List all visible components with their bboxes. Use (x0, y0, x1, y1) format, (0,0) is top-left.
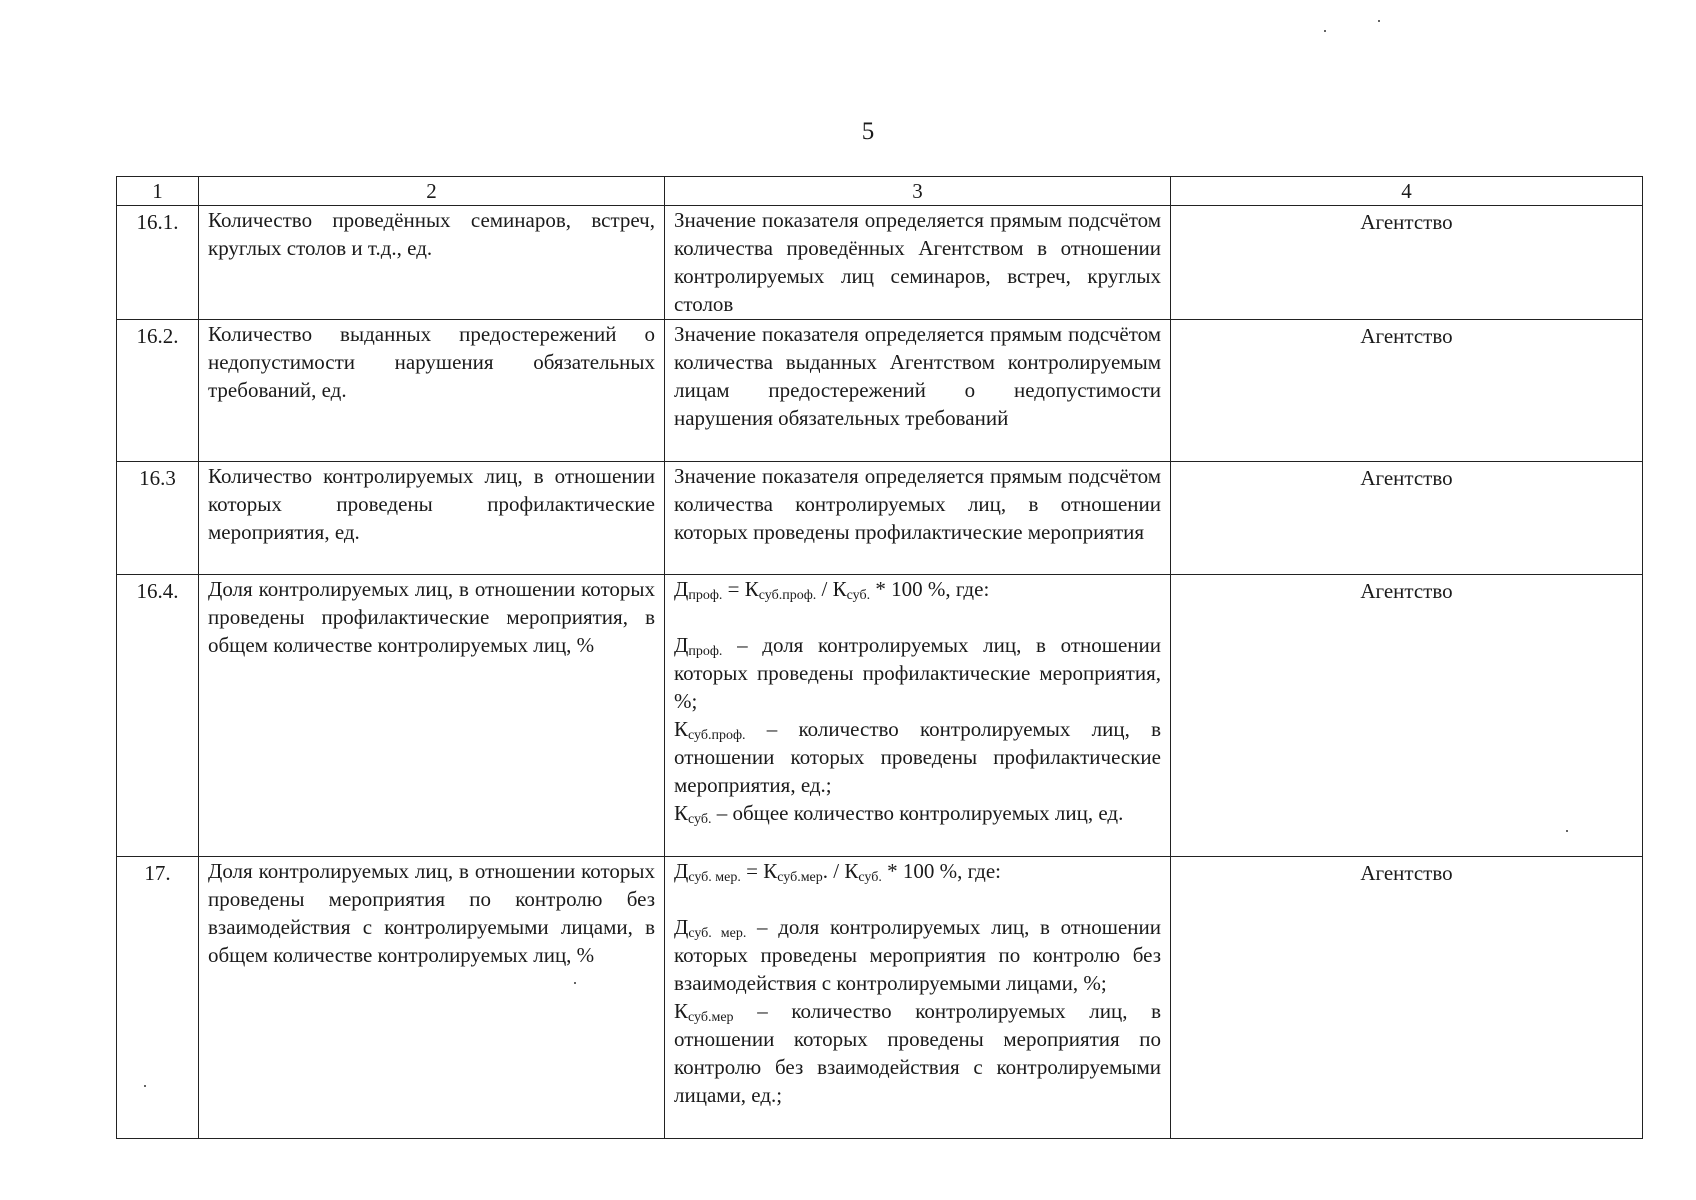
responsible-body: Агентство (1171, 320, 1643, 462)
responsible-body: Агентство (1171, 462, 1643, 575)
responsible-body: Агентство (1171, 857, 1643, 1139)
scan-speck (144, 1085, 146, 1087)
calculation-method: Значение показателя определяется прямым подсчётом количества проведённых Агентством в отношении контролируемых лиц семинаров, встреч, круглых столов (665, 206, 1171, 320)
formula-definition: $К_{суб.проф.}$ – количество контролируемых лиц, в отношении которых проведены профилактические мероприятия, ед.; (674, 717, 1161, 797)
responsible-body: Агентство (1171, 575, 1643, 857)
row-number: 16.2. (117, 320, 199, 462)
calculation-method (665, 857, 1171, 1139)
indicator-name: Доля контролируемых лиц, в отношении которых проведены профилактические мероприятия, в общем количестве контролируемых лиц, % (199, 575, 665, 857)
indicator-name: Количество контролируемых лиц, в отношении которых проведены профилактические мероприятия, ед. (199, 462, 665, 575)
indicators-table (116, 176, 1643, 1139)
formula: $Д_{проф.} = К_{суб.проф.} / К_{суб.} * 100$ %, где: (674, 577, 990, 603)
table-row (117, 320, 1643, 462)
table-header (117, 177, 1643, 206)
table-row (117, 857, 1643, 1139)
scan-speck (574, 982, 576, 984)
indicator-name: Доля контролируемых лиц, в отношении которых проведены мероприятия по контролю без взаимодействия с контролируемыми лицами, в общем количестве контролируемых лиц, % (199, 857, 665, 1139)
row-number: 16.1. (117, 206, 199, 320)
scan-speck (1324, 30, 1326, 32)
calculation-method: Значение показателя определяется прямым подсчётом количества контролируемых лиц, в отношении которых проведены профилактические мероприятия (665, 462, 1171, 575)
calculation-method (665, 575, 1171, 857)
header-col-3: 3 (665, 177, 1171, 206)
formula: $Д_{суб. мер.} = К_{суб.мер}$. / $К_{суб.} * 100$ %, где: (674, 859, 1002, 885)
formula-definition: $К_{суб.}$ – общее количество контролируемых лиц, ед. (674, 801, 1124, 827)
calculation-method: Значение показателя определяется прямым подсчётом количества выданных Агентством контролируемым лицам предостережений о недопустимости нарушения обязательных требований (665, 320, 1171, 462)
header-col-1: 1 (117, 177, 199, 206)
header-col-2: 2 (199, 177, 665, 206)
row-number: 16.3 (117, 462, 199, 575)
formula-definition: $Д_{проф.}$ – доля контролируемых лиц, в отношении которых проведены профилактические мероприятия, %; (674, 633, 1161, 713)
table-row (117, 462, 1643, 575)
header-row (117, 177, 1643, 206)
row-number: 17. (117, 857, 199, 1139)
page-number: 5 (861, 118, 875, 145)
formula-definition: $К_{суб.мер}$ – количество контролируемых лиц, в отношении которых проведены мероприятия по контролю без взаимодействия с контролируемыми лицами, ед.; (674, 999, 1161, 1107)
responsible-body: Агентство (1171, 206, 1643, 320)
indicator-name: Количество проведённых семинаров, встреч, круглых столов и т.д., ед. (199, 206, 665, 320)
scan-speck (1378, 20, 1380, 22)
row-number: 16.4. (117, 575, 199, 857)
formula-definition: $Д_{суб. мер.}$ – доля контролируемых лиц, в отношении которых проведены мероприятия по контролю без взаимодействия с контролируемыми лицами, %; (674, 915, 1161, 995)
table-row (117, 575, 1643, 857)
header-col-4: 4 (1171, 177, 1643, 206)
indicator-name: Количество выданных предостережений о недопустимости нарушения обязательных требований, ед. (199, 320, 665, 462)
table-row (117, 206, 1643, 320)
scan-speck (1566, 830, 1568, 832)
